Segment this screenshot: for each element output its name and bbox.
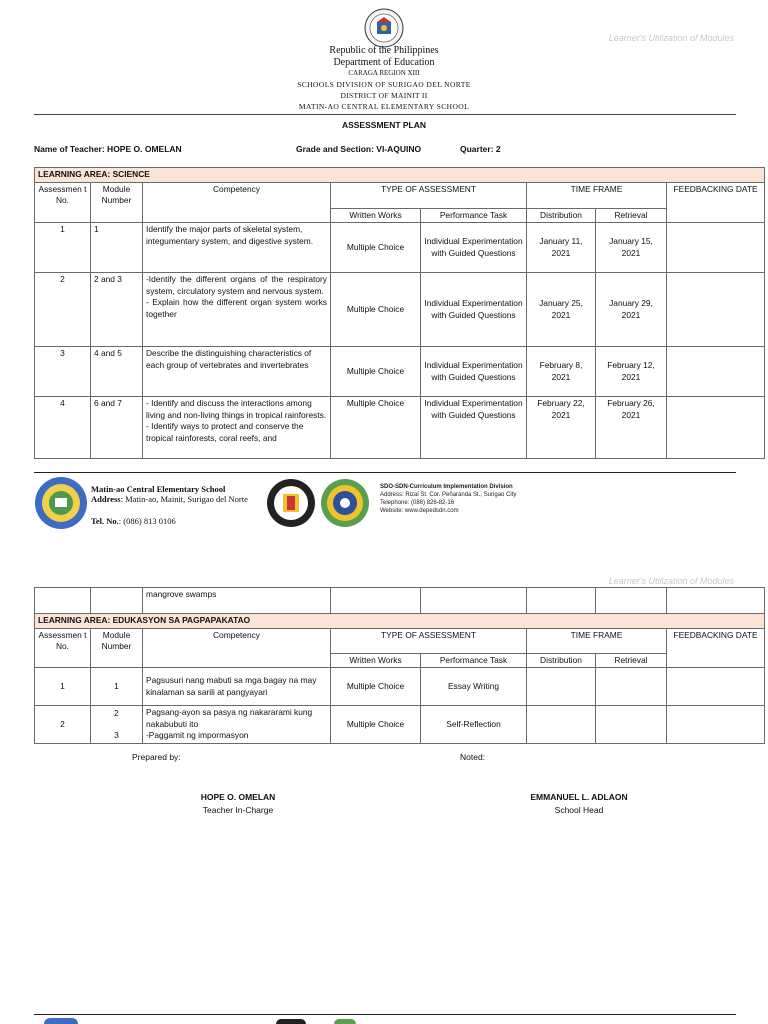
assessment-no: 3: [35, 347, 91, 397]
col-performance-task: Performance Task: [421, 208, 527, 223]
deped-badge-icon: [266, 478, 316, 528]
assessment-no: 1: [35, 223, 91, 273]
learning-area-esp: LEARNING AREA: EDUKASYON SA PAGPAPAKATAO: [35, 614, 765, 629]
grade-section: Grade and Section: VI-AQUINO: [296, 144, 422, 154]
performance-task: Self-Reflection: [421, 706, 527, 744]
performance-task: Individual Experimentation with Guided Questions: [421, 397, 527, 459]
preparer-title: Teacher In-Charge: [202, 805, 274, 815]
module-number: 4 and 5: [91, 347, 143, 397]
footer-tel-label: Tel. No.: [91, 516, 119, 526]
sdo-title: SDO-SDN-Curriculum Implementation Division: [380, 484, 513, 490]
feedbacking-date: [667, 668, 765, 706]
learning-area-science: LEARNING AREA: SCIENCE: [35, 168, 765, 183]
col-time-frame: TIME FRAME: [527, 628, 667, 653]
header-district: DISTRICT OF MAINIT II: [340, 91, 428, 100]
header-division: SCHOOLS DIVISION OF SURIGAO DEL NORTE: [297, 80, 471, 89]
performance-task: Essay Writing: [421, 668, 527, 706]
module-number: 1: [91, 668, 143, 706]
distribution-date: February 22, 2021: [527, 397, 596, 459]
table-row: [35, 273, 765, 347]
competency-text: Pagsang-ayon sa pasya ng nakararami kung nakabubuti ito: [146, 707, 313, 729]
written-works: Multiple Choice: [331, 397, 421, 459]
col-feedbacking-date: FEEDBACKING DATE: [667, 628, 765, 668]
col-module-number: Module Number: [91, 182, 143, 223]
assessment-no: [35, 588, 91, 614]
watermark-text: Learner's Utilization of Modules: [608, 33, 734, 43]
document-title: ASSESSMENT PLAN: [341, 120, 427, 130]
feedbacking-date: [667, 273, 765, 347]
table-row: [35, 397, 765, 459]
deped-badge-icon-partial: [276, 1019, 306, 1024]
teacher-name: Name of Teacher: HOPE O. OMELAN: [34, 144, 182, 154]
retrieval-date: January 15, 2021: [596, 223, 667, 273]
table-row: [35, 223, 765, 273]
distribution-date: February 8, 2021: [527, 347, 596, 397]
competency-cell: [143, 273, 331, 347]
table-row-continued: [35, 588, 765, 614]
col-competency: Competency: [143, 182, 331, 223]
distribution-date: [527, 588, 596, 614]
module-number: 1: [91, 223, 143, 273]
col-assessment-no: Assessmen t No.: [35, 628, 91, 668]
retrieval-date: January 29, 2021: [596, 273, 667, 347]
table-row: [35, 668, 765, 706]
school-head-name: EMMANUEL L. ADLAON: [530, 792, 628, 802]
distribution-date: January 25, 2021: [527, 273, 596, 347]
sdo-telephone: Telephone: (086) 826-82-16: [380, 500, 455, 506]
deped-seal-icon: [364, 8, 404, 48]
division-seal-icon-partial: [334, 1019, 356, 1024]
division-seal-icon: [320, 478, 370, 528]
col-feedbacking-date: FEEDBACKING DATE: [667, 182, 765, 223]
module-number: 2 and 3: [91, 273, 143, 347]
header-republic: Republic of the Philippines: [329, 45, 439, 56]
module-number: 6 and 7: [91, 397, 143, 459]
footer-address-label: Address: [91, 494, 121, 504]
col-time-frame: TIME FRAME: [527, 182, 667, 208]
feedbacking-date: [667, 397, 765, 459]
col-performance-task: Performance Task: [421, 653, 527, 668]
school-logo-icon: [34, 476, 88, 530]
assessment-no: 2: [35, 706, 91, 744]
esp-assessment-table: [34, 587, 765, 744]
distribution-date: January 11, 2021: [527, 223, 596, 273]
performance-task: Individual Experimentation with Guided Questions: [421, 223, 527, 273]
feedbacking-date: [667, 223, 765, 273]
header-deped: Department of Education: [333, 57, 435, 68]
school-head-title: School Head: [554, 805, 604, 815]
distribution-date: [527, 668, 596, 706]
col-module-number: Module Number: [91, 628, 143, 668]
footer-divider-page2: [34, 1014, 736, 1015]
performance-task: Individual Experimentation with Guided Questions: [421, 347, 527, 397]
retrieval-date: [596, 706, 667, 744]
retrieval-date: [596, 588, 667, 614]
module-number: 2: [114, 708, 119, 718]
performance-task: Individual Experimentation with Guided Questions: [421, 273, 527, 347]
retrieval-date: February 26, 2021: [596, 397, 667, 459]
col-assessment-no: Assessmen t No.: [35, 182, 91, 223]
footer-tel-value: : (086) 813 0106: [118, 516, 176, 526]
header-region: CARAGA REGION XIII: [348, 69, 420, 77]
col-type-of-assessment: TYPE OF ASSESSMENT: [331, 628, 527, 653]
competency-text: - Identify ways to protect and conserve the tropical rainforests, coral reefs, and: [146, 421, 304, 443]
footer-telephone: [91, 516, 176, 526]
competency-text: - Explain how the different organ system works together: [146, 297, 327, 319]
feedbacking-date: [667, 588, 765, 614]
assessment-no: 1: [35, 668, 91, 706]
assessment-no: 4: [35, 397, 91, 459]
written-works: Multiple Choice: [331, 668, 421, 706]
header-school: MATIN-AO CENTRAL ELEMENTARY SCHOOL: [298, 102, 470, 111]
performance-task: [421, 588, 527, 614]
competency-cell: [143, 706, 331, 744]
module-number: [91, 588, 143, 614]
watermark-text-page2: Learner's Utilization of Modules: [608, 576, 734, 586]
retrieval-date: February 12, 2021: [596, 347, 667, 397]
written-works: Multiple Choice: [331, 706, 421, 744]
noted-label: Noted:: [460, 752, 486, 762]
col-distribution: Distribution: [527, 208, 596, 223]
table-row: [35, 347, 765, 397]
competency-text: Pagsusuri nang mabuti sa mga bagay na may kinalaman sa sarili at pangyayari: [143, 668, 331, 706]
col-competency: Competency: [143, 628, 331, 668]
written-works: Multiple Choice: [331, 347, 421, 397]
competency-text: Describe the distinguishing characteristics of each group of vertebrates and invertebrates: [143, 347, 331, 397]
quarter: Quarter: 2: [460, 144, 501, 154]
header-divider: [34, 114, 736, 115]
table-row: [35, 706, 765, 744]
written-works: [331, 588, 421, 614]
feedbacking-date: [667, 347, 765, 397]
sdo-address: Address: Rizal St. Cor. Peñaranda St., Surigao City: [380, 492, 517, 498]
competency-text: Identify the major parts of skeletal system, integumentary system, and digestive system.: [143, 223, 331, 273]
col-type-of-assessment: TYPE OF ASSESSMENT: [331, 182, 527, 208]
prepared-by-label: Prepared by:: [132, 752, 181, 762]
col-retrieval: Retrieval: [596, 208, 667, 223]
footer-divider: [34, 472, 736, 473]
retrieval-date: [596, 668, 667, 706]
competency-cell: [143, 397, 331, 459]
written-works: Multiple Choice: [331, 273, 421, 347]
science-assessment-table: [34, 167, 765, 459]
assessment-no: 2: [35, 273, 91, 347]
footer-address-value: : Matin-ao, Mainit, Surigao del Norte: [120, 494, 248, 504]
written-works: Multiple Choice: [331, 223, 421, 273]
footer-address: [91, 494, 251, 504]
footer-school-name: Matin-ao Central Elementary School: [91, 484, 226, 494]
sdo-website: Website: www.depedsdn.com: [380, 508, 459, 514]
col-retrieval: Retrieval: [596, 653, 667, 668]
module-number: 3: [114, 729, 119, 740]
preparer-name: HOPE O. OMELAN: [200, 792, 276, 802]
competency-text: -Identify the different organs of the respiratory system, circulatory system and nervous system.: [146, 274, 327, 296]
module-number-cell: [91, 706, 143, 744]
col-written-works: Written Works: [331, 208, 421, 223]
col-distribution: Distribution: [527, 653, 596, 668]
school-logo-icon-partial: [44, 1018, 78, 1024]
competency-text: - Identify and discuss the interactions among living and non-living things in tropical rainforests.: [146, 398, 327, 420]
competency-text: -Paggamit ng impormasyon: [146, 730, 249, 741]
col-written-works: Written Works: [331, 653, 421, 668]
feedbacking-date: [667, 706, 765, 744]
competency-text: mangrove swamps: [143, 588, 331, 614]
distribution-date: [527, 706, 596, 744]
